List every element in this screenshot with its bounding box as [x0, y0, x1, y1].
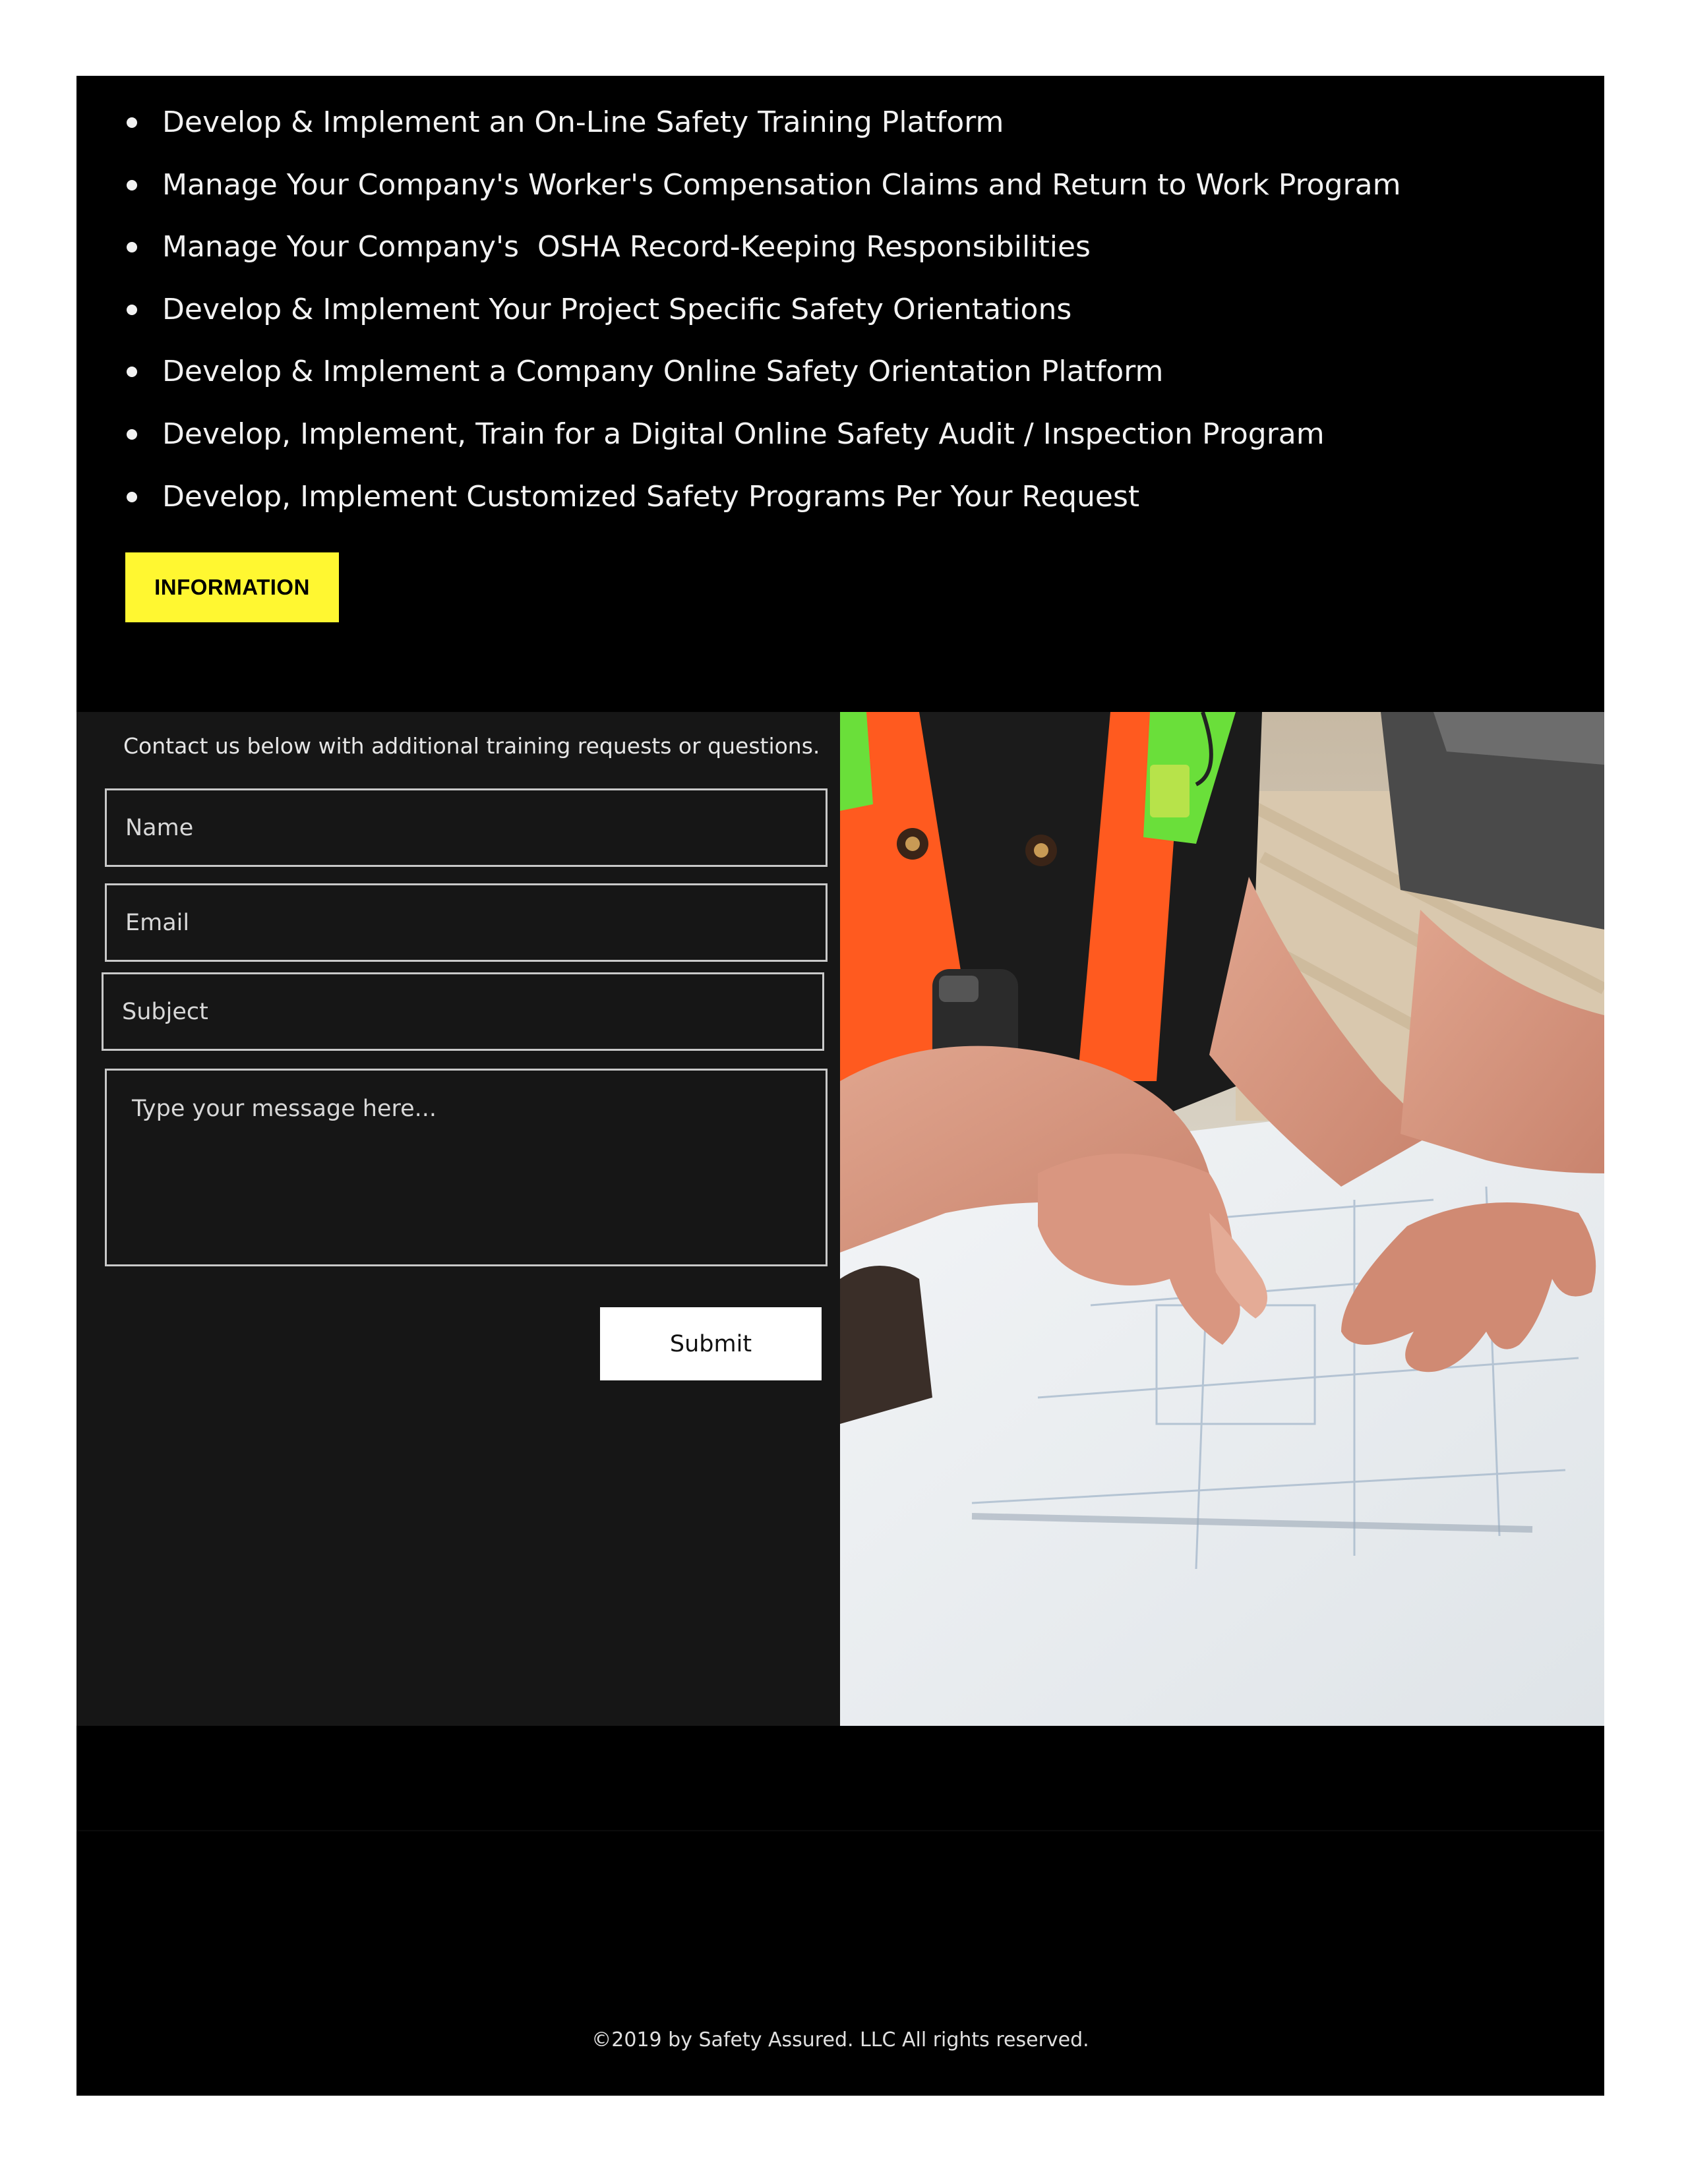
service-item [127, 279, 1401, 341]
service-item [127, 466, 1401, 529]
contact-intro-text: Contact us below with additional training requests or questions. [123, 733, 820, 759]
services-section [76, 76, 1604, 712]
workers-reviewing-blueprints-photo [840, 712, 1604, 1726]
subject-field-placeholder: Subject [122, 998, 208, 1025]
service-item [127, 92, 1401, 154]
message-textarea[interactable] [105, 1069, 828, 1266]
service-item [127, 403, 1401, 466]
service-item-label: Develop & Implement a Company Online Safety Orientation Platform [162, 355, 1164, 389]
service-item-label: Develop & Implement Your Project Specific Safety Orientations [162, 292, 1072, 326]
subject-field[interactable] [102, 972, 824, 1051]
bullet-icon [127, 429, 137, 440]
page-frame [76, 76, 1604, 2096]
services-list [127, 92, 1401, 528]
service-item-label: Manage Your Company's Worker's Compensation Claims and Return to Work Program [162, 167, 1401, 202]
bullet-icon [127, 305, 137, 315]
bullet-icon [127, 242, 137, 252]
information-button[interactable]: INFORMATION [125, 552, 339, 622]
submit-button[interactable]: Submit [600, 1307, 822, 1380]
message-placeholder: Type your message here... [132, 1096, 437, 1122]
service-item [127, 154, 1401, 217]
copyright-text: ©2019 by Safety Assured. LLC All rights reserved. [591, 2028, 1089, 2051]
service-item [127, 341, 1401, 403]
service-item-label: Manage Your Company's OSHA Record-Keeping Responsibilities [162, 230, 1091, 264]
email-field[interactable] [105, 883, 828, 962]
bullet-icon [127, 367, 137, 377]
email-field-placeholder: Email [125, 909, 190, 936]
service-item-label: Develop & Implement an On-Line Safety Training Platform [162, 105, 1004, 139]
footer-divider [76, 1830, 1604, 1831]
service-item-label: Develop, Implement Customized Safety Programs Per Your Request [162, 479, 1140, 514]
bullet-icon [127, 117, 137, 128]
service-item-label: Develop, Implement, Train for a Digital Online Safety Audit / Inspection Program [162, 417, 1325, 451]
bullet-icon [127, 492, 137, 502]
bullet-icon [127, 180, 137, 191]
service-item [127, 216, 1401, 279]
contact-form-section [76, 712, 840, 1726]
name-field-placeholder: Name [125, 814, 194, 841]
footer [76, 1726, 1604, 2096]
name-field[interactable] [105, 788, 828, 867]
